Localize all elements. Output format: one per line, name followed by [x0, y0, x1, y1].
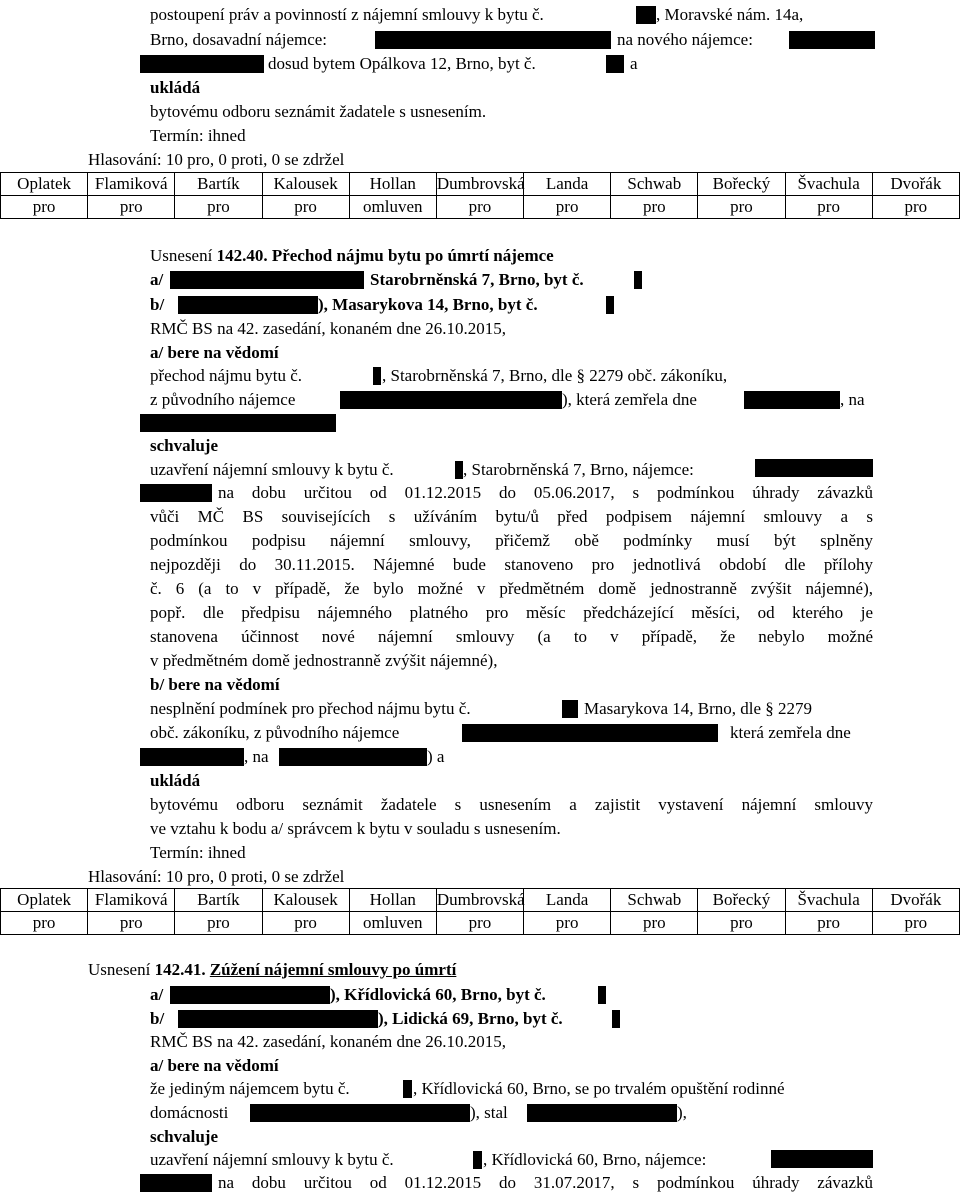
vote-value: pro [611, 196, 698, 219]
text-line: bytovému odboru seznámit žadatele s usnesením a zajistit vystavení nájemní smlouvy [150, 795, 873, 814]
text-line: vůči MČ BS souvisejících s užíváním bytu/ů před podpisem nájemní smlouvy a s [150, 507, 873, 526]
rmc-line: RMČ BS na 42. zasedání, konaném dne 26.10.2015, [150, 319, 507, 338]
resolution-title-text: Zúžení nájemní smlouvy po úmrtí [209, 960, 457, 979]
vote-name: Kalousek [262, 889, 349, 912]
text-line: dosud bytem Opálkova 12, Brno, byt č. [268, 54, 536, 73]
termin-line: Termín: ihned [150, 843, 246, 862]
vote-name: Bartík [175, 173, 262, 196]
redaction [279, 748, 427, 766]
resolution-number: 142.40. [216, 246, 268, 265]
vote-table [0, 888, 960, 935]
vote-value: pro [1, 196, 88, 219]
text-line: podmínkou podpisu nájemní smlouvy, přičemž obě podmínky musí být splněny [150, 531, 873, 550]
schvaluje-heading: schvaluje [150, 436, 218, 455]
item-label: a/ [150, 270, 164, 289]
text-line: ), stal [470, 1103, 508, 1122]
redaction [755, 459, 873, 477]
text-line: obč. zákoníku, z původního nájemce [150, 723, 400, 742]
text-line: popř. dle předpisu nájemného platného pro měsíc předcházející měsíci, od kterého je [150, 603, 873, 622]
redaction [473, 1151, 482, 1169]
redaction [636, 6, 656, 24]
text-line: ), Lidická 69, Brno, byt č. [378, 1009, 563, 1028]
text-line: ), která zemřela dne [562, 390, 697, 409]
redaction [373, 367, 381, 385]
vote-name: Flamiková [88, 173, 175, 196]
redaction [612, 1010, 620, 1028]
text-line: ) a [427, 747, 445, 766]
text-line: přechod nájmu bytu č. [150, 366, 303, 385]
vote-value: pro [88, 912, 175, 935]
vote-name: Bořecký [698, 889, 785, 912]
text-line: postoupení práv a povinností z nájemní smlouvy k bytu č. [150, 5, 544, 24]
resolution-title-text: Přechod nájmu bytu po úmrtí nájemce [267, 246, 554, 265]
vote-table [0, 172, 960, 219]
redaction [562, 700, 578, 718]
redaction [140, 748, 244, 766]
text-line: , Křídlovická 60, Brno, nájemce: [483, 1150, 707, 1169]
resolution-title [150, 245, 554, 266]
redaction [744, 391, 840, 409]
vote-name: Dvořák [872, 173, 959, 196]
text-line: na dobu určitou od 01.12.2015 do 05.06.2017, s podmínkou úhrady závazků [218, 483, 873, 502]
text-line: , Křídlovická 60, Brno, se po trvalém opuštění rodinné [413, 1079, 785, 1098]
item-label: b/ [150, 295, 165, 314]
vote-names-row [1, 889, 960, 912]
text-line: domácnosti [150, 1103, 229, 1122]
subheading: a/ bere na vědomí [150, 343, 279, 362]
text-line: že jediným nájemcem bytu č. [150, 1079, 350, 1098]
redaction [178, 1010, 378, 1028]
uklada-heading: ukládá [150, 771, 201, 790]
vote-value: pro [872, 912, 959, 935]
vote-value: pro [524, 912, 611, 935]
resolution-prefix: Usnesení [88, 960, 155, 979]
redaction [140, 55, 264, 73]
redaction [527, 1104, 677, 1122]
redaction [598, 986, 606, 1004]
text-line: Masarykova 14, Brno, dle § 2279 [584, 699, 813, 718]
resolution-prefix: Usnesení [150, 246, 217, 265]
vote-name: Schwab [611, 173, 698, 196]
uklada-heading: ukládá [150, 78, 201, 97]
item-label: a/ [150, 985, 164, 1004]
vote-value: pro [524, 196, 611, 219]
redaction [462, 724, 718, 742]
text-line: bytovému odboru seznámit žadatele s usnesením. [150, 102, 487, 121]
vote-name: Bartík [175, 889, 262, 912]
vote-name: Oplatek [1, 889, 88, 912]
vote-value: pro [785, 912, 872, 935]
redaction [140, 414, 336, 432]
vote-name: Schwab [611, 889, 698, 912]
redaction [403, 1080, 412, 1098]
text-line: a [630, 54, 638, 73]
vote-names-row [1, 173, 960, 196]
subheading: a/ bere na vědomí [150, 1056, 279, 1075]
text-line: stanovena účinnost nové nájemní smlouvy (a to v případě, že nebylo možné [150, 627, 873, 646]
text-line: na dobu určitou od 01.12.2015 do 31.07.2017, s podmínkou úhrady závazků [218, 1173, 873, 1192]
text-line: č. 6 (a to v případě, že bylo možné v předmětném domě jednostranně zvýšit nájemné), [150, 579, 873, 598]
vote-value: omluven [349, 196, 436, 219]
vote-value: pro [175, 912, 262, 935]
vote-value: pro [611, 912, 698, 935]
vote-value: pro [698, 912, 785, 935]
hlasovani-line: Hlasování: 10 pro, 0 proti, 0 se zdržel [88, 867, 345, 886]
vote-value: pro [1, 912, 88, 935]
redaction [170, 986, 330, 1004]
redaction [455, 461, 463, 479]
hlasovani-line: Hlasování: 10 pro, 0 proti, 0 se zdržel [88, 150, 345, 169]
vote-name: Flamiková [88, 889, 175, 912]
vote-values-row [1, 912, 960, 935]
vote-name: Hollan [349, 173, 436, 196]
text-line: ), Křídlovická 60, Brno, byt č. [330, 985, 546, 1004]
vote-value: pro [88, 196, 175, 219]
text-line: ), [677, 1103, 687, 1122]
text-line: Starobrněnská 7, Brno, byt č. [370, 270, 584, 289]
text-line: , Moravské nám. 14a, [656, 5, 804, 24]
vote-name: Landa [524, 173, 611, 196]
text-line: nejpozději do 30.11.2015. Nájemné bude stanoveno pro jednotlivá období dle přílohy [150, 555, 873, 574]
redaction [140, 1174, 212, 1192]
vote-value: pro [436, 196, 523, 219]
redaction [140, 484, 212, 502]
vote-value: pro [785, 196, 872, 219]
text-line: , na [244, 747, 269, 766]
text-line: ve vztahu k bodu a/ správcem k bytu v souladu s usnesením. [150, 819, 561, 838]
vote-name: Oplatek [1, 173, 88, 196]
vote-value: omluven [349, 912, 436, 935]
schvaluje-heading: schvaluje [150, 1127, 218, 1146]
text-line: ), Masarykova 14, Brno, byt č. [318, 295, 538, 314]
text-line: která zemřela dne [730, 723, 851, 742]
vote-value: pro [175, 196, 262, 219]
vote-name: Švachula [785, 173, 872, 196]
redaction [789, 31, 875, 49]
vote-value: pro [436, 912, 523, 935]
termin-line: Termín: ihned [150, 126, 246, 145]
text-line: uzavření nájemní smlouvy k bytu č. [150, 1150, 394, 1169]
resolution-number: 142.41. [154, 960, 206, 979]
vote-name: Dumbrovská [436, 889, 523, 912]
redaction [250, 1104, 470, 1122]
rmc-line: RMČ BS na 42. zasedání, konaném dne 26.10.2015, [150, 1032, 507, 1051]
resolution-title [88, 959, 456, 980]
text-line: z původního nájemce [150, 390, 296, 409]
subheading: b/ bere na vědomí [150, 675, 280, 694]
vote-value: pro [262, 912, 349, 935]
vote-name: Dumbrovská [436, 173, 523, 196]
text-line: na nového nájemce: [617, 30, 753, 49]
redaction [634, 271, 642, 289]
text-line: nesplnění podmínek pro přechod nájmu bytu č. [150, 699, 471, 718]
redaction [340, 391, 562, 409]
redaction [771, 1150, 873, 1168]
vote-name: Švachula [785, 889, 872, 912]
text-line: v předmětném domě jednostranně zvýšit nájemné), [150, 651, 498, 670]
vote-name: Bořecký [698, 173, 785, 196]
text-line: uzavření nájemní smlouvy k bytu č. [150, 460, 394, 479]
redaction [606, 55, 624, 73]
vote-value: pro [262, 196, 349, 219]
item-label: b/ [150, 1009, 165, 1028]
vote-value: pro [698, 196, 785, 219]
vote-name: Dvořák [872, 889, 959, 912]
text-line: , na [840, 390, 865, 409]
vote-values-row [1, 196, 960, 219]
vote-name: Landa [524, 889, 611, 912]
redaction [178, 296, 318, 314]
vote-value: pro [872, 196, 959, 219]
text-line: , Starobrněnská 7, Brno, dle § 2279 obč. zákoníku, [382, 366, 728, 385]
text-line: , Starobrněnská 7, Brno, nájemce: [463, 460, 694, 479]
redaction [375, 31, 611, 49]
text-line: Brno, dosavadní nájemce: [150, 30, 328, 49]
redaction [170, 271, 364, 289]
vote-name: Hollan [349, 889, 436, 912]
redaction [606, 296, 614, 314]
vote-name: Kalousek [262, 173, 349, 196]
